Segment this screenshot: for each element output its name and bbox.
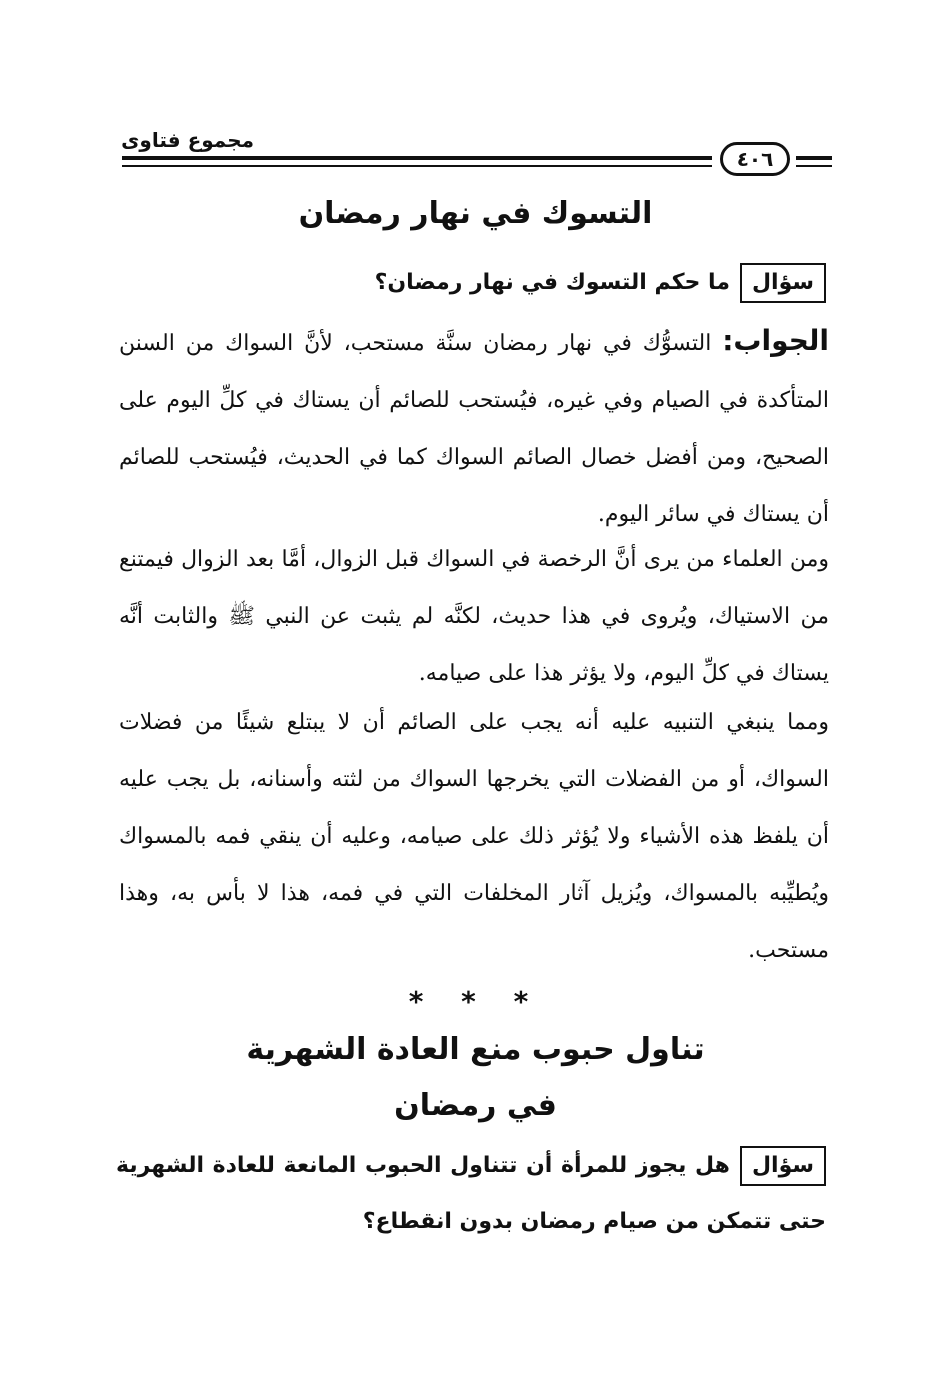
section1-question	[116, 255, 826, 311]
paragraph-text: ومن العلماء من يرى أنَّ الرخصة في السواك قبل الزوال، أمَّا بعد الزوال فيمتنع من الاستياك، ويُروى في هذا حديث، لكنَّه لم يثبت عن النبي ﷺ والثابت أنَّه يستاك في كلِّ اليوم، ولا يؤثر هذا على صيامه.	[119, 547, 829, 686]
answer-paragraph-2	[119, 531, 829, 702]
answer-label: الجواب:	[722, 324, 829, 357]
answer-paragraph-1	[119, 312, 829, 543]
section-separator: * * *	[408, 985, 543, 1018]
section2-question	[116, 1138, 826, 1250]
page-number: ٤٠٦	[720, 142, 790, 176]
section1-title: التسوك في نهار رمضان	[298, 196, 653, 231]
question-label: سؤال	[740, 263, 826, 303]
question-text: ما حكم التسوك في نهار رمضان؟	[374, 270, 730, 295]
question-text: هل يجوز للمرأة أن تتناول الحبوب المانعة للعادة الشهرية حتى تتمكن من صيام رمضان بدون انقطاع؟	[116, 1153, 826, 1234]
header-rule-right-thin	[796, 165, 832, 167]
header-rule-thick	[122, 156, 712, 160]
header-rule-right-thick	[796, 156, 832, 160]
page-header	[122, 120, 832, 190]
paragraph-text: ومما ينبغي التنبيه عليه أنه يجب على الصائم أن لا يبتلع شيئًا من فضلات السواك، أو من الفضلات التي يخرجها السواك من لثته وأسنانه، بل يجب عليه أن يلفظ هذه الأشياء ولا يُؤثر ذلك على صيامه، وعليه أن ينقي فمه بالمسواك ويُطيِّبه بالمسواك، ويُزيل آثار المخلفات التي في فمه، هذا لا بأس به، وهذا مستحب.	[119, 710, 829, 963]
question-label: سؤال	[740, 1146, 826, 1186]
section2-title-line1: تناول حبوب منع العادة الشهرية	[246, 1032, 705, 1067]
paragraph-text: التسوُّك في نهار رمضان سنَّة مستحب، لأنَّ السواك من السنن المتأكدة في الصيام وفي غيره، فيُستحب للصائم أن يستاك في كلِّ اليوم على الصحيح، ومن أفضل خصال الصائم السواك كما في الحديث، فيُستحب للصائم أن يستاك في سائر اليوم.	[119, 331, 829, 527]
answer-paragraph-3	[119, 694, 829, 979]
section2-title-line2: في رمضان	[394, 1088, 557, 1123]
book-title: مجموع فتاوى	[121, 128, 254, 152]
header-rule-thin	[122, 165, 712, 167]
